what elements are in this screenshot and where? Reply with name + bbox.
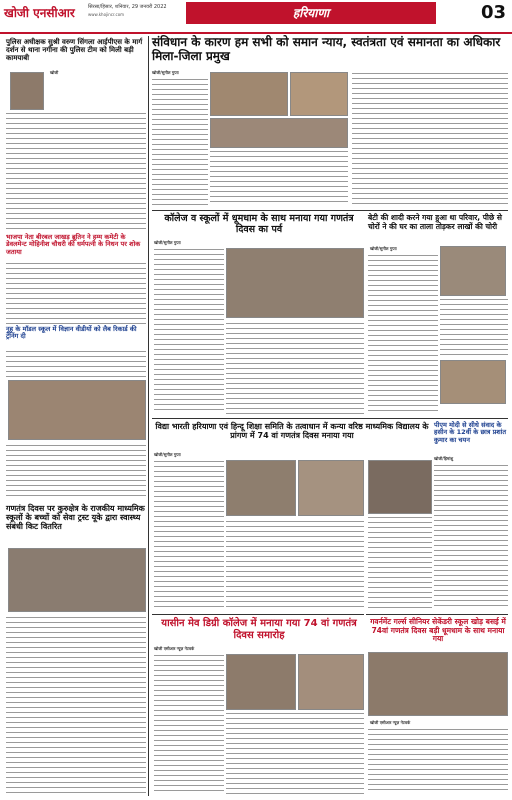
photo-vidya-1 <box>226 460 296 516</box>
website: www.khojincr.com <box>88 12 125 17</box>
article-body-bhajpa <box>6 262 146 324</box>
photo-beti <box>440 246 506 296</box>
article-body-lead-2 <box>210 150 348 206</box>
photo-mayor <box>368 460 432 514</box>
row-rule-2 <box>152 418 508 419</box>
photo-lead-3 <box>210 118 348 148</box>
article-body-mayor-2 <box>368 516 432 610</box>
article-body-yasin-1 <box>154 654 224 794</box>
masthead <box>0 0 512 34</box>
article-body-yasin-2 <box>226 712 364 794</box>
article-body-police <box>6 112 146 232</box>
headline-college: कॉलेज व स्कूलों में धूमधाम के साथ मनाया गया गणतंत्र दिवस का पर्व <box>164 213 354 235</box>
photo-nooh <box>8 380 146 440</box>
byline-lead: खोजी/सुनील गुप्ता <box>152 70 179 75</box>
article-body-college-1 <box>154 248 224 414</box>
headline-lead: संविधान के कारण हम सभी को समान न्याय, स्वतंत्रता एवं समानता का अधिकार मिला-जिला प्रमुख <box>152 35 501 63</box>
headline-bhajpa: भाजपा नेता बीरबल जाखड़ ब्रूतिन ने हम्म कमेटी के डेवलमेन्ट मोहिनीश चौधरी की धर्मपत्नी के निधन पर शोक जताया <box>6 233 141 256</box>
photo-yasin-2 <box>298 654 364 710</box>
photo-gurukul <box>8 548 146 612</box>
row-rule <box>152 210 508 211</box>
row-rule-3 <box>152 614 364 615</box>
article-body-nooh <box>6 350 146 378</box>
byline-mayor: खोजी/हिमांशु <box>434 456 454 461</box>
headline-beti: बेटी की शादी करने गया हुआ था परिवार, पीछे से चोरों ने की घर का ताला तोड़कर लाखों की चोरी <box>368 213 502 231</box>
article-body-mayor <box>434 464 508 610</box>
headline-nooh: नूह के मॉडल स्कूल में विज्ञान वीडीयों को लैब रिकार्ड की ट्रेनिंग दी <box>6 325 137 341</box>
photo-govt <box>368 652 508 716</box>
photo-beti-2 <box>440 360 506 404</box>
article-body-nooh-2 <box>6 444 146 496</box>
headline-mayor: पीएम मोदी से सीधे संवाद के हसीन के 12वीं के छात्र प्रशांत कुमार का चयन <box>434 421 507 444</box>
article-body-beti-2 <box>440 298 508 358</box>
headline-vidya: विद्या भारती हरियाणा एवं हिन्दू शिक्षा समिति के तत्वाधान में कन्या वरिष्ठ माध्यमिक विद्यालय के प्रांगण में 74 वां गणतंत्र दिवस मनाया गया <box>155 422 429 441</box>
article-body-lead-3 <box>352 72 508 206</box>
article-body-gurukul <box>6 616 146 794</box>
photo-college <box>226 248 364 318</box>
headline-gurukul: गणतंत्र दिवस पर कुरुक्षेत्र के राजकीय माध्यमिक स्कूलों के बच्चों को सेवा ट्रस्ट यूके द्वारा स्वास्थ्य संबंधी किट वितरित <box>6 504 145 532</box>
dateline: सिरसा/हिसार, शनिवार, 29 जनवरी 2022 <box>88 4 167 10</box>
article-body-vidya-2 <box>226 520 364 610</box>
article-body-beti-1 <box>368 254 438 414</box>
row-rule-4 <box>366 614 508 615</box>
article-body-vidya-1 <box>154 460 224 610</box>
photo-vidya-2 <box>298 460 364 516</box>
headline-police: पुलिस अधीक्षक सुश्री वरुण सिंगला आईपीएस के मार्ग दर्शन से थाना नगीना की पुलिस टीम को मिली बड़ी कामयाबी <box>6 38 143 63</box>
byline-police: खोजी <box>50 70 59 75</box>
byline-yasin: खोजी एसीआर न्यूज़ नेटवर्क <box>154 646 195 651</box>
headline-yasin: यासीन मेव डिग्री कॉलेज में मनाया गया 74 वां गणतंत्र दिवस समारोह <box>161 618 357 641</box>
column-rule <box>148 36 149 796</box>
newspaper-logo: खोजी एनसीआर <box>4 2 88 24</box>
photo-police <box>10 72 44 110</box>
page-number: 03 <box>480 2 506 23</box>
photo-lead-2 <box>290 72 348 116</box>
byline-college: खोजी/सुनील गुप्ता <box>154 240 181 245</box>
headline-govt: गवर्नमेंट गर्ल्स सीनियर सेकेंडरी स्कूल खोड़ बसई में 74वां गणतंत्र दिवस बड़ी धूमधाम के साथ मनाया गया <box>370 617 506 644</box>
section-banner: हरियाणा <box>186 2 436 24</box>
photo-lead-1 <box>210 72 288 116</box>
article-body-college-2 <box>226 322 364 414</box>
photo-yasin-1 <box>226 654 296 710</box>
byline-vidya: खोजी/सुनील गुप्ता <box>154 452 181 457</box>
byline-beti: खोजी/सुनील गुप्ता <box>370 246 397 251</box>
byline-govt: खोजी एसीआर न्यूज़ नेटवर्क <box>370 720 411 725</box>
article-body-lead-1 <box>152 78 208 206</box>
article-body-govt <box>368 728 508 794</box>
